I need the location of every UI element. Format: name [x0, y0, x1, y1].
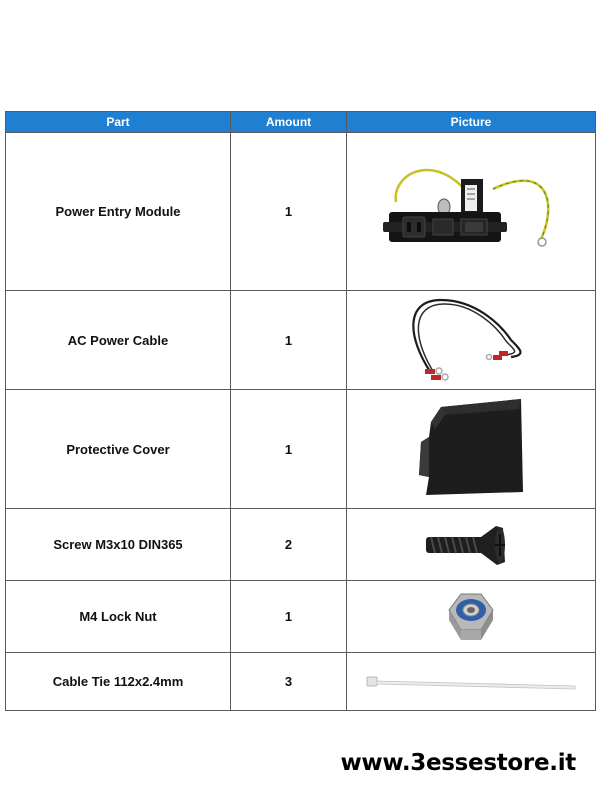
- ac-power-cable-image: [401, 295, 541, 385]
- part-amount: 1: [231, 390, 347, 509]
- table-row: [6, 133, 596, 291]
- header-part: Part: [6, 112, 231, 133]
- part-name: Protective Cover: [6, 390, 231, 509]
- part-picture: [347, 291, 596, 390]
- part-amount: 3: [231, 653, 347, 711]
- table-header-row: [6, 112, 596, 133]
- part-name: Cable Tie 112x2.4mm: [6, 653, 231, 711]
- part-amount: 1: [231, 291, 347, 390]
- part-name: M4 Lock Nut: [6, 581, 231, 653]
- table-row: [6, 390, 596, 509]
- part-amount: 1: [231, 581, 347, 653]
- table-row: [6, 653, 596, 711]
- protective-cover-image: [411, 397, 531, 502]
- part-picture: [347, 653, 596, 711]
- part-picture: [347, 390, 596, 509]
- power-entry-module-image: [381, 167, 561, 257]
- part-name: Screw M3x10 DIN365: [6, 509, 231, 581]
- part-picture: [347, 581, 596, 653]
- part-amount: 1: [231, 133, 347, 291]
- lock-nut-image: [441, 588, 501, 646]
- header-amount: Amount: [231, 112, 347, 133]
- table-row: [6, 581, 596, 653]
- table-row: [6, 291, 596, 390]
- table-row: [6, 509, 596, 581]
- part-name: AC Power Cable: [6, 291, 231, 390]
- part-picture: [347, 509, 596, 581]
- part-amount: 2: [231, 509, 347, 581]
- part-name: Power Entry Module: [6, 133, 231, 291]
- screw-image: [421, 520, 521, 570]
- parts-table: [5, 111, 596, 711]
- part-picture: [347, 133, 596, 291]
- cable-tie-image: [361, 667, 581, 697]
- website-url: www.3essestore.it: [340, 750, 576, 776]
- header-picture: Picture: [347, 112, 596, 133]
